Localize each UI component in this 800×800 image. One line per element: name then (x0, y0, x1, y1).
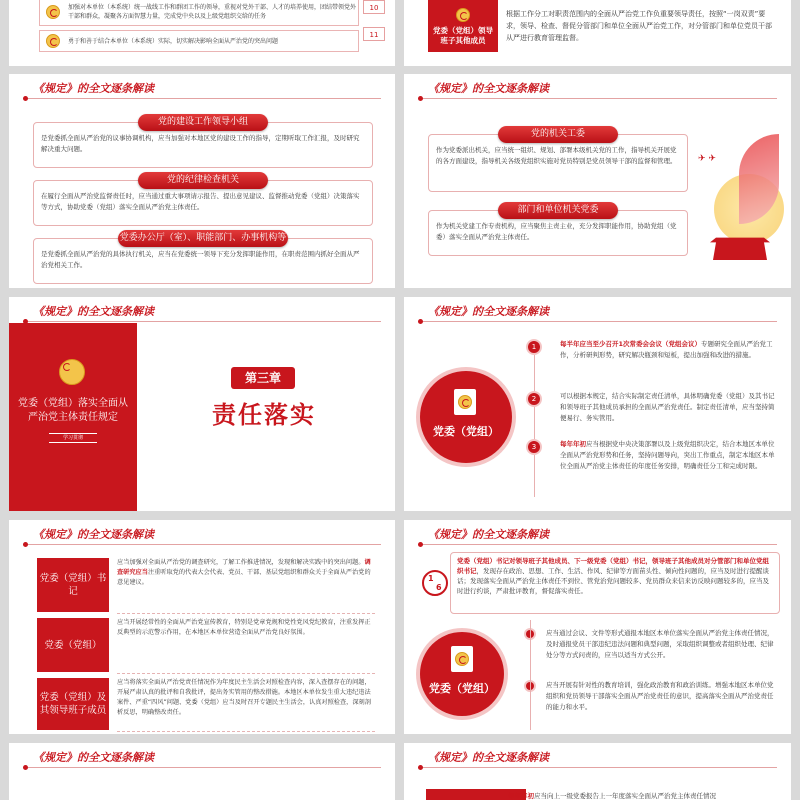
talk-box (450, 552, 780, 614)
slide-org-right (404, 74, 791, 288)
org-item-text: 作为机关党建工作专责机构，应当聚焦主责主业，充分发挥职能作用，协助党组（党委）落实全面从严治党主体责任。 (436, 222, 677, 241)
slide-title: 《规定》的全文逐条解读 (33, 305, 154, 318)
chapter-panel-title: 党委（党组）落实全面从严治党主体责任规定 (18, 398, 128, 423)
duty-row-10 (39, 0, 359, 26)
duty-row-text (117, 618, 375, 674)
timeline-number: 1 (528, 341, 540, 353)
duty-row-text-a: 应当将落实全面从严治党责任情况作为年度民主生活会对照检查内容，深入查摆存在的问题，开展严肃认真的批评和自我批评，提出务实管用的整改措施。本地区本单位发生重大违纪违法案件、严重“四风”问题、党委（党组）应当及时召开专题民主生活会，认真对照检查，深刻剖析反思，明确整改责任。 (117, 679, 371, 716)
slide-top-right (404, 0, 791, 66)
slide-title: 《规定》的全文逐条解读 (33, 82, 154, 95)
party-emblem-icon (458, 395, 472, 409)
timeline-body: 应当根据党中央决策部署以及上级党组织决定，结合本地区本单位全面从严治党形势和任务，坚持问题导向，突出工作重点，制定本地区本单位全面从严治党主体责任的年度任务安排，明确责任分工和完成时限。 (560, 440, 775, 470)
party-emblem-icon (59, 359, 85, 385)
slide-title: 《规定》的全文逐条解读 (33, 528, 154, 541)
timeline-lead: 每年年初 (560, 440, 586, 448)
party-emblem-icon (46, 5, 60, 19)
duty-row-highlight: 调查研究应当 (117, 559, 371, 576)
duty-row-11 (39, 30, 359, 52)
committee-label: 党委（党组） (429, 682, 495, 695)
org-item-text: 是党委抓全面从严治党的议事协调机构，应当加强对本地区党的建设工作的指导，定期听取工作汇报，及时研究解决重大问题。 (41, 134, 360, 153)
timeline-line (534, 347, 535, 497)
slide-title: 《规定》的全文逐条解读 (428, 528, 549, 541)
book-icon (451, 646, 473, 672)
timeline-body: 可以根据本规定，结合实际制定责任清单，具体明确党委（党组）及其书记和领导班子其他成员承担的全面从严治党责任。制定责任清单，应当坚持简便易行、务实管用。 (560, 392, 775, 422)
member-label: 党委（党组）领导班子其他成员 (433, 26, 493, 45)
slide-chapter (9, 297, 395, 511)
book-icon (454, 389, 476, 415)
timeline-text: 应当开展有针对性的教育培训，强化政治教育和政治训练。增强本地区本单位党组织和党员领导干部落实全面从严治党责任的意识，提高落实全面从严治党责任的能力和水平。 (546, 681, 774, 711)
talk-lead: 党委（党组）书记对领导班子其他成员、下一级党委（党组）书记，领导班子其他成员对分管部门和单位党组织书记 (457, 557, 769, 575)
org-item-title: 部门和单位机关党委 (498, 202, 618, 219)
duty-row-text (117, 678, 375, 732)
slide-org-left (9, 74, 395, 288)
chapter-ribbon: 学习贯彻 (49, 433, 97, 443)
timeline-number: 3 (528, 441, 540, 453)
org-item-text: 在履行全面从严治党监督责任时，应当通过重大事项请示报告、提出意见建议、监督推动党委（党组）决策落实等方式，协助党委（党组）落实全面从严治党主体责任。 (41, 192, 360, 211)
duty-row-text (117, 558, 375, 614)
bottom-lead: 每年年初 (508, 792, 534, 800)
timeline-text (560, 339, 778, 361)
duty-row-label: 党委（党组） (37, 618, 109, 672)
slide-committee-duties (404, 297, 791, 511)
timeline-number: 2 (528, 393, 540, 405)
doves-icon: ✈ ✈ (698, 154, 716, 164)
chapter-badge: 第三章 (231, 367, 295, 389)
timeline-lead: 每半年应当至少召开1次常委会会议（党组会议） (560, 340, 702, 348)
bottom-text-body: 应当向上一级党委报告上一年度落实全面从严治党主体责任情况 (534, 792, 716, 800)
timeline-line (530, 620, 531, 730)
duty-row-text-a: 应当加强对全面从严治党的调查研究，了解工作推进情况，发现和解决实践中的突出问题。 (117, 559, 365, 566)
slide-title: 《规定》的全文逐条解读 (428, 305, 549, 318)
talk-text: ，发现存在政治、思想、工作、生活、作风、纪律等方面苗头性、倾向性问题的，应当及时进行提醒谈话；发现落实全面从严治党主体责任不到位、管党治党问题较多、党员群众来信来访反映问题较多的，应当及时进行约谈，严肃批评教育，督促落实责任。 (457, 567, 769, 595)
duty-row-11-text: 勇于和善于结合本单位（本系统）实际，切实解决影响全面从严治党的突出问题 (68, 38, 279, 45)
duty-row-text-b: 注重听取党的代表大会代表、党员、干部、基层党组织和群众关于全面从严治党的意见建议。 (117, 569, 371, 586)
member-label-panel (428, 0, 498, 52)
chapter-heading: 责任落实 (212, 401, 316, 429)
slide-title: 《规定》的全文逐条解读 (428, 751, 549, 764)
org-item-text: 是党委抓全面从严治党的具体执行机关，应当在党委统一领导下充分发挥职能作用，在职责范围内抓好全面从严治党相关工作。 (41, 250, 360, 269)
chapter-side-panel (9, 323, 137, 511)
org-item-title: 党的纪律检查机关 (138, 172, 268, 189)
talk-num-circle (422, 570, 448, 596)
committee-circle (420, 632, 504, 716)
slide-title: 《规定》的全文逐条解读 (33, 751, 154, 764)
committee-circle (420, 371, 512, 463)
duty-row-label: 党委（党组）及其领导班子成员 (37, 678, 109, 730)
party-emblem-icon (455, 652, 469, 666)
slide-title: 《规定》的全文逐条解读 (428, 82, 549, 95)
slide-bottom-right (404, 743, 791, 800)
party-emblem-icon (456, 8, 470, 22)
org-item-title: 党委办公厅（室）、职能部门、办事机构等 (118, 230, 288, 247)
slide-top-left (9, 0, 395, 66)
timeline-text (560, 439, 778, 472)
talk-num-b: 6 (436, 583, 442, 592)
duty-row-label: 党委（党组）书记 (37, 558, 109, 612)
timeline-text (560, 391, 778, 424)
bottom-text (508, 791, 778, 800)
duty-num-11: 11 (363, 27, 385, 41)
org-item-title: 党的机关工委 (498, 126, 618, 143)
duty-num-10: 10 (363, 0, 385, 14)
slide-talk-duties (404, 520, 791, 734)
talk-num-a: 1 (428, 574, 434, 583)
duty-row-10-text: 加强对本单位（本系统）统一战线工作和群团工作的领导，重视对党外干部、人才的培养使用，团结带领党外干部和群众，凝聚各方面智慧力量，完成党中央以及上级党组织交给的任务 (68, 4, 357, 20)
duty-row-text-a: 应当开展经常性的全面从严治党宣传教育，特别是党章党规和党性党风党纪教育，注重发挥正反典型的示范警示作用，在本地区本单位营造全面从严治党良好氛围。 (117, 619, 371, 636)
slide-secretary-duties (9, 520, 395, 734)
org-item-text: 作为党委派出机关，应当统一组织、规划、部署本级机关党的工作，指导机关开展党的各方面建设，指导机关各级党组织实施对党员特别是党员领导干部的监督和管理。 (436, 146, 677, 165)
member-duty-text: 根据工作分工对职责范围内的全面从严治党工作负重要领导责任，按照“一岗双责”要求，领导、检查、督促分管部门和单位全面从严治党工作，对分管部门和单位党员干部从严进行教育管理监督。 (506, 10, 772, 42)
party-emblem-icon (46, 34, 60, 48)
tiananmen-illustration (694, 124, 786, 274)
org-item-title: 党的建设工作领导小组 (138, 114, 268, 131)
slide-bottom-left (9, 743, 395, 800)
timeline-body: 专题研究全面从严治党工作，分析研判形势，研究解决瓶颈和短板，提出加强和改进的措施。 (560, 340, 773, 359)
committee-label: 党委（党组） (433, 425, 499, 438)
timeline-text: 应当通过会议、文件等形式通报本地区本单位落实全面从严治党主体责任情况，及时通报党员干部违纪违法问题和典型问题，采取组织调整或者组织处理、纪律处分等方式问责的，应当以适当方式公开。 (546, 629, 774, 659)
